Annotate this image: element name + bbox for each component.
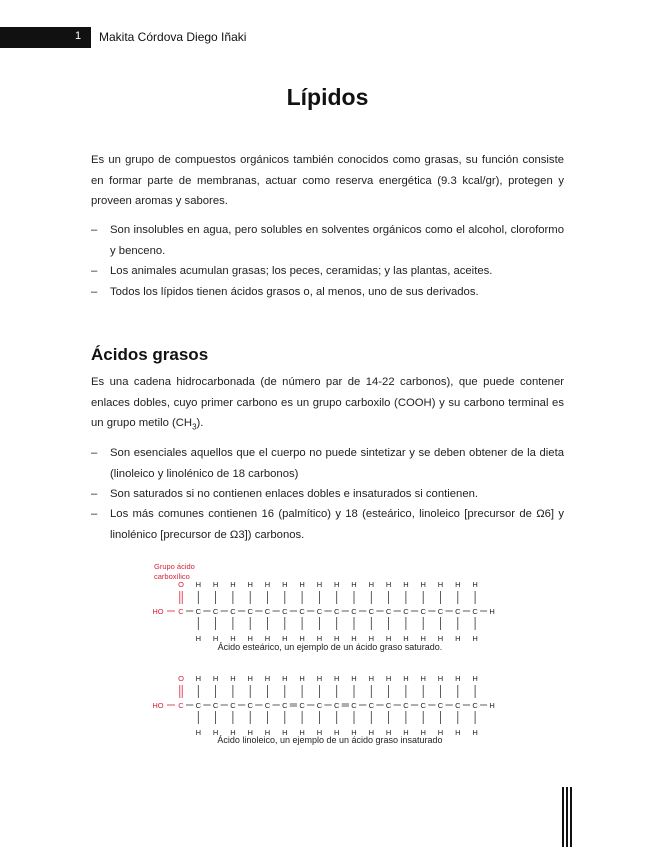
hydrogen-atom: H: [316, 674, 323, 683]
hydrogen-atom: H: [212, 728, 219, 737]
hydrogen-atom: H: [351, 674, 357, 683]
intro-paragraph: Es un grupo de compuestos orgánicos también conocidos como grasas, su función consiste en formar parte de membranas, actuar como reserva energética (9.3 kcal/gr), protegen y proveen aromas y sabores.: [91, 154, 564, 207]
hydrogen-atom: H: [368, 674, 375, 683]
hydrogen-atom: H: [420, 634, 426, 643]
list-item: [91, 504, 564, 545]
linoleic-acid-structure: [152, 674, 494, 737]
hydrogen-atom: H: [282, 728, 288, 737]
hydrogen-atom: H: [333, 728, 340, 737]
hydrogen-atom: H: [385, 580, 392, 589]
hydrogen-atom: H: [472, 580, 478, 589]
hydrogen-atom: H: [403, 728, 409, 737]
hydrogen-atom: H: [230, 634, 236, 643]
hydrogen-atom: H: [351, 728, 357, 737]
carbon-atom: C: [212, 607, 219, 616]
hydrogen-atom: H: [333, 634, 340, 643]
carbon-atom: C: [472, 607, 478, 616]
carbonyl-oxygen: O: [178, 674, 184, 683]
hydrogen-atom: H: [385, 728, 392, 737]
carbon-atom: C: [264, 607, 271, 616]
hydrogen-atom: H: [299, 580, 305, 589]
hydrogen-atom: H: [230, 674, 236, 683]
hydrogen-atom: H: [437, 634, 444, 643]
hydrogen-atom: H: [230, 728, 236, 737]
hydrogen-atom: H: [472, 674, 478, 683]
carbon-atom: C: [455, 701, 461, 710]
list-item: [91, 443, 564, 484]
carbon-atom: C: [351, 607, 357, 616]
carbon-atom: C: [385, 607, 392, 616]
hydrogen-atom: H: [455, 634, 461, 643]
carbon-atom: C: [403, 701, 409, 710]
hydrogen-atom: H: [212, 674, 219, 683]
bullet-dash: –: [91, 286, 98, 298]
carbon-atom: C: [282, 607, 288, 616]
hydrogen-atom: H: [195, 634, 202, 643]
hydrogen-atom: H: [316, 580, 323, 589]
bullet-dash: –: [91, 224, 98, 236]
hydrogen-atom: H: [455, 674, 461, 683]
hydrogen-atom: H: [247, 634, 253, 643]
author-name: Makita Córdova Diego Iñaki: [99, 30, 247, 44]
carboxyl-group-label-line1: Grupo ácido: [154, 562, 195, 571]
hydrogen-atom: H: [282, 674, 288, 683]
list-item: [91, 261, 564, 282]
hydrogen-atom: H: [333, 674, 340, 683]
carbonyl-oxygen: O: [178, 580, 184, 589]
hydrogen-atom: H: [282, 580, 288, 589]
hydrogen-atom: H: [351, 634, 357, 643]
list-item: [91, 282, 564, 303]
hydroxyl-group: HO: [152, 701, 164, 710]
carbon-atom: C: [247, 607, 253, 616]
hydrogen-atom: H: [264, 580, 271, 589]
hydrogen-atom: H: [264, 634, 271, 643]
carbon-atom: C: [299, 607, 305, 616]
hydrogen-atom: H: [368, 634, 375, 643]
carbon-atom: C: [420, 607, 426, 616]
list-item: [91, 220, 564, 261]
bullet-text: Son esenciales aquellos que el cuerpo no puede sintetizar y se deben obtener de la dieta (linoleico y linolénico de 18 carbonos): [110, 447, 564, 480]
paragraph-text: Es una cadena hidrocarbonada (de número par de 14-22 carbonos), que puede contener enlaces dobles, cuyo primer carbono es un grupo carboxilo (COOH) y su carbono terminal es un grupo metilo (CH: [91, 376, 564, 429]
fatty-acids-paragraph: [91, 372, 564, 438]
hydrogen-atom: H: [299, 728, 305, 737]
section-heading: Ácidos grasos: [91, 345, 209, 364]
hydrogen-atom: H: [472, 728, 478, 737]
hydrogen-atom: H: [368, 728, 375, 737]
hydrogen-atom: H: [247, 580, 253, 589]
page-number: 1: [74, 30, 82, 42]
bullet-text: Los animales acumulan grasas; los peces, ceramidas; y las plantas, aceites.: [110, 265, 493, 277]
hydrogen-atom: H: [403, 674, 409, 683]
bullet-dash: –: [91, 508, 98, 520]
paragraph-end: ).: [196, 417, 204, 429]
hydroxyl-group: HO: [152, 607, 164, 616]
bullet-dash: –: [91, 265, 98, 277]
hydrogen-atom: H: [420, 580, 426, 589]
hydrogen-atom: H: [316, 728, 323, 737]
hydrogen-atom: H: [420, 728, 426, 737]
carbon-atom: C: [316, 701, 323, 710]
terminal-hydrogen: H: [489, 607, 495, 616]
carbon-atom: C: [455, 607, 461, 616]
hydrogen-atom: H: [455, 580, 461, 589]
decorative-bar: [562, 787, 564, 847]
carbon-atom: C: [195, 607, 202, 616]
hydrogen-atom: H: [316, 634, 323, 643]
caption-unsaturated: Ácido linoleico, un ejemplo de un ácido graso insaturado: [217, 735, 443, 745]
caption-saturated: Ácido esteárico, un ejemplo de un ácido graso saturado.: [217, 642, 443, 652]
hydrogen-atom: H: [195, 580, 202, 589]
carbon-atom: C: [351, 701, 357, 710]
carbon-atom: C: [247, 701, 253, 710]
hydrogen-atom: H: [368, 580, 375, 589]
hydrogen-atom: H: [437, 728, 444, 737]
hydrogen-atom: H: [385, 634, 392, 643]
hydrogen-atom: H: [247, 674, 253, 683]
hydrogen-atom: H: [247, 728, 253, 737]
hydrogen-atom: H: [403, 634, 409, 643]
page-header: [0, 27, 260, 48]
decorative-bar: [570, 787, 572, 847]
hydrogen-atom: H: [420, 674, 426, 683]
page-title: Lípidos: [286, 84, 369, 110]
carboxyl-carbon: C: [178, 701, 184, 710]
hydrogen-atom: H: [351, 580, 357, 589]
hydrogen-atom: H: [230, 580, 236, 589]
carbon-atom: C: [264, 701, 271, 710]
hydrogen-atom: H: [282, 634, 288, 643]
carbon-atom: C: [368, 607, 375, 616]
bullet-dash: –: [91, 488, 98, 500]
hydrogen-atom: H: [437, 674, 444, 683]
hydrogen-atom: H: [385, 674, 392, 683]
methyl-subscript: 3: [192, 422, 197, 432]
hydrogen-atom: H: [195, 674, 202, 683]
hydrogen-atom: H: [437, 580, 444, 589]
list-item: [91, 484, 564, 505]
hydrogen-atom: H: [264, 728, 271, 737]
hydrogen-atom: H: [455, 728, 461, 737]
carbon-atom: C: [333, 701, 340, 710]
hydrogen-atom: H: [333, 580, 340, 589]
stearic-acid-structure: [152, 580, 494, 643]
carbon-atom: C: [212, 701, 219, 710]
hydrogen-atom: H: [472, 634, 478, 643]
carbon-atom: C: [282, 701, 288, 710]
bullet-text: Los más comunes contienen 16 (palmítico) y 18 (esteárico, linoleico [precursor de Ω6] y linolénico [precursor de Ω3]) carbonos.: [110, 508, 564, 541]
carbon-atom: C: [368, 701, 375, 710]
bullet-text: Son insolubles en agua, pero solubles en solventes orgánicos como el alcohol, cloroformo y benceno.: [110, 224, 564, 257]
carbon-atom: C: [299, 701, 305, 710]
carbon-atom: C: [420, 701, 426, 710]
hydrogen-atom: H: [403, 580, 409, 589]
carbon-atom: C: [437, 607, 444, 616]
hydrogen-atom: H: [195, 728, 202, 737]
bullet-text: Son saturados si no contienen enlaces dobles e insaturados si contienen.: [110, 488, 479, 500]
carbon-atom: C: [472, 701, 478, 710]
carboxyl-carbon: C: [178, 607, 184, 616]
carbon-atom: C: [316, 607, 323, 616]
hydrogen-atom: H: [264, 674, 271, 683]
carbon-atom: C: [385, 701, 392, 710]
bullet-dash: –: [91, 447, 98, 459]
carboxyl-group-label-line2: carboxílico: [154, 572, 190, 581]
hydrogen-atom: H: [212, 634, 219, 643]
carbon-atom: C: [333, 607, 340, 616]
carbon-atom: C: [195, 701, 202, 710]
carbon-atom: C: [437, 701, 444, 710]
decorative-bar: [566, 787, 568, 847]
carbon-atom: C: [230, 607, 236, 616]
carbon-atom: C: [230, 701, 236, 710]
hydrogen-atom: H: [299, 634, 305, 643]
carbon-atom: C: [403, 607, 409, 616]
bullet-text: Todos los lípidos tienen ácidos grasos o, al menos, uno de sus derivados.: [110, 286, 479, 298]
hydrogen-atom: H: [212, 580, 219, 589]
terminal-hydrogen: H: [489, 701, 495, 710]
hydrogen-atom: H: [299, 674, 305, 683]
